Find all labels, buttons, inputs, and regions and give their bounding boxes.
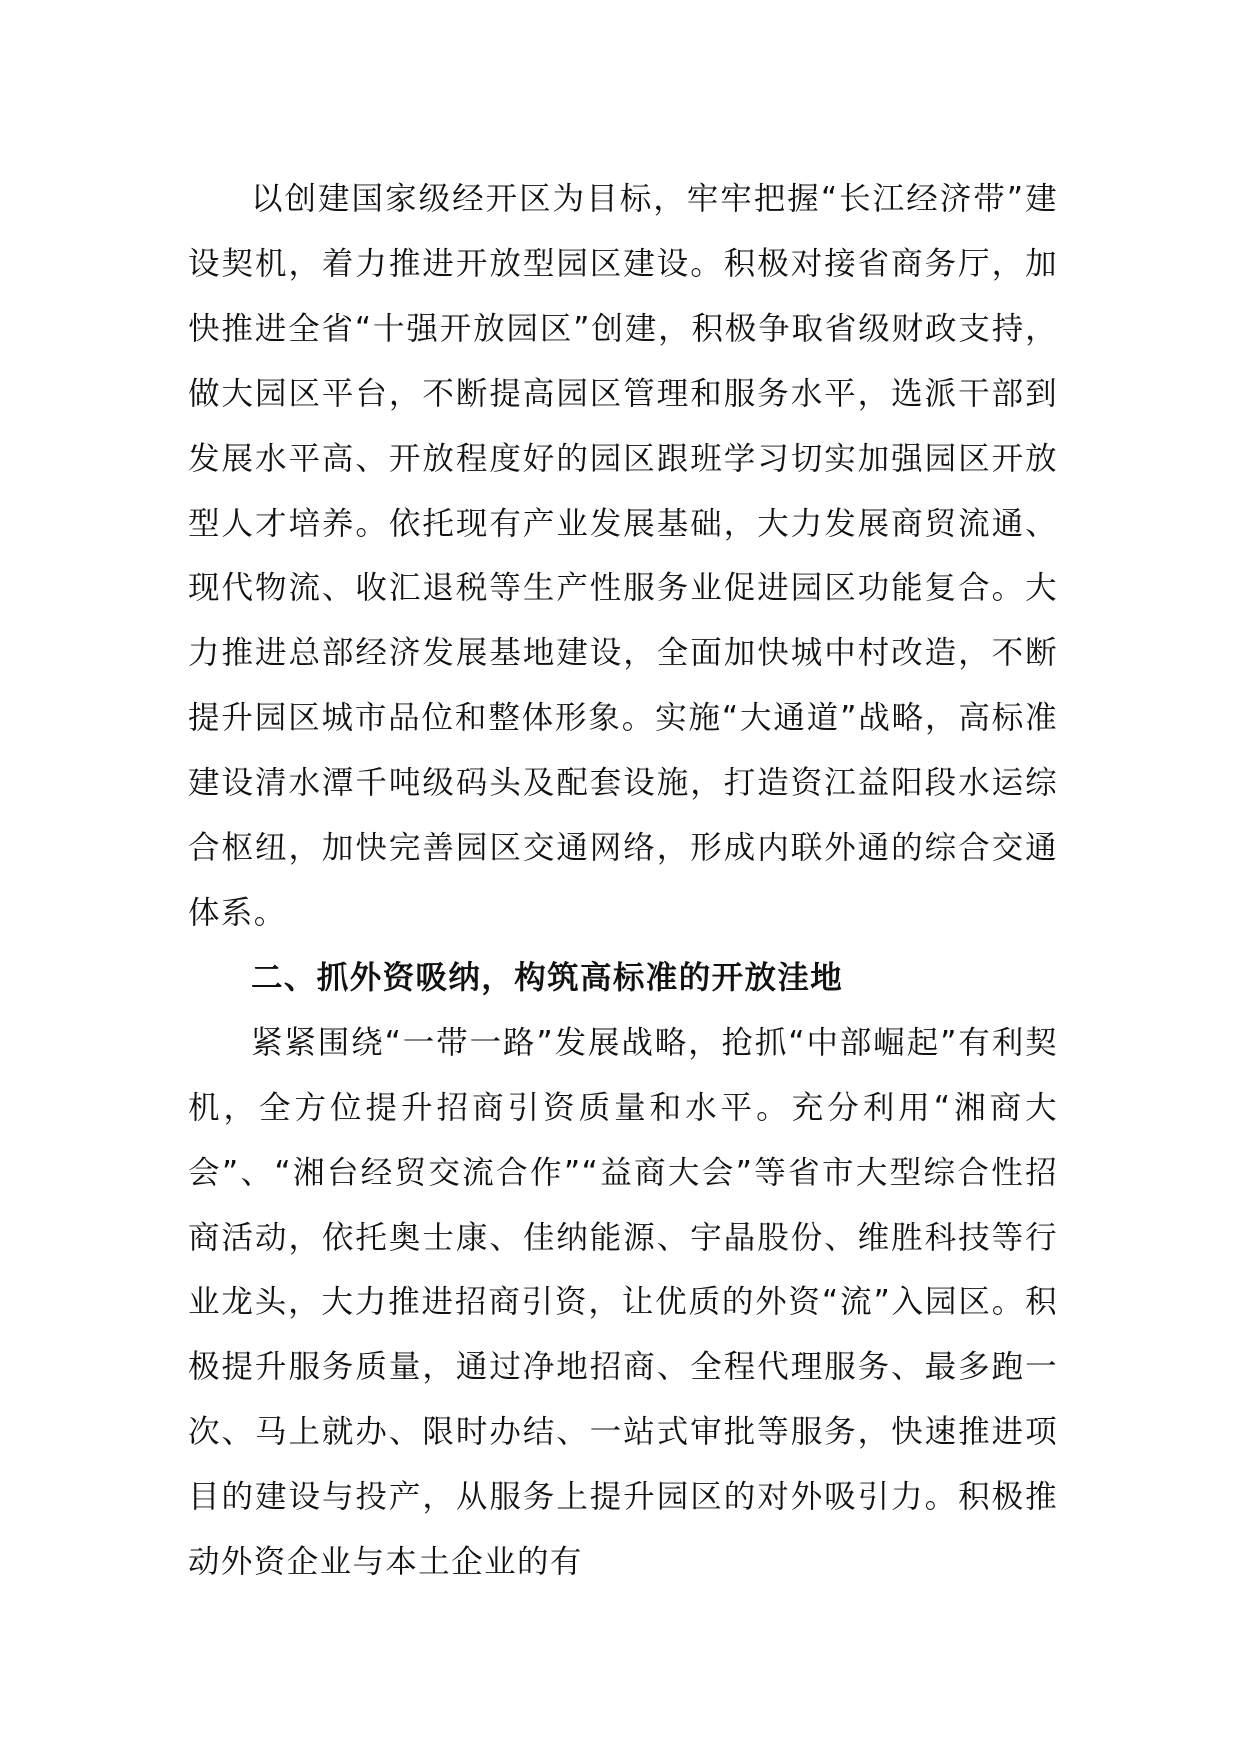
paragraph-foreign-investment: 紧紧围绕“一带一路”发展战略，抢抓“中部崛起”有利契机，全方位提升招商引资质量和水平。充分利用“湘商大会”、“湘台经贸交流合作”“益商大会”等省市大型综合性招商活动，依托奥士康、佳纳能源、宇晶股份、维胜科技等行业龙头，大力推进招商引资，让优质的外资“流”入园区。积极提升服务质量，通过净地招商、全程代理服务、最多跑一次、马上就办、限时办结、一站式审批等服务，快速推进项目的建设与投产，从服务上提升园区的对外吸引力。积极推动外资企业与本土企业的有: [188, 1024, 1058, 1581]
section-heading-foreign-investment: 二、抓外资吸纳，构筑高标准的开放洼地: [251, 959, 844, 996]
paragraph-open-park-construction: 以创建国家级经开区为目标，牢牢把握“长江经济带”建设契机，着力推进开放型园区建设。积极对接省商务厅，加快推进全省“十强开放园区”创建，积极争取省级财政支持，做大园区平台，不断提高园区管理和服务水平，选派干部到发展水平高、开放程度好的园区跟班学习切实加强园区开放型人才培养。依托现有产业发展基础，大力发展商贸流通、现代物流、收汇退税等生产性服务业促进园区功能复合。大力推进总部经济发展基地建设，全面加快城中村改造，不断提升园区城市品位和整体形象。实施“大通道”战略，高标准建设清水潭千吨级码头及配套设施，打造资江益阳段水运综合枢纽，加快完善园区交通网络，形成内联外通的综合交通体系。: [188, 181, 1058, 931]
document-body: [188, 167, 1058, 1595]
